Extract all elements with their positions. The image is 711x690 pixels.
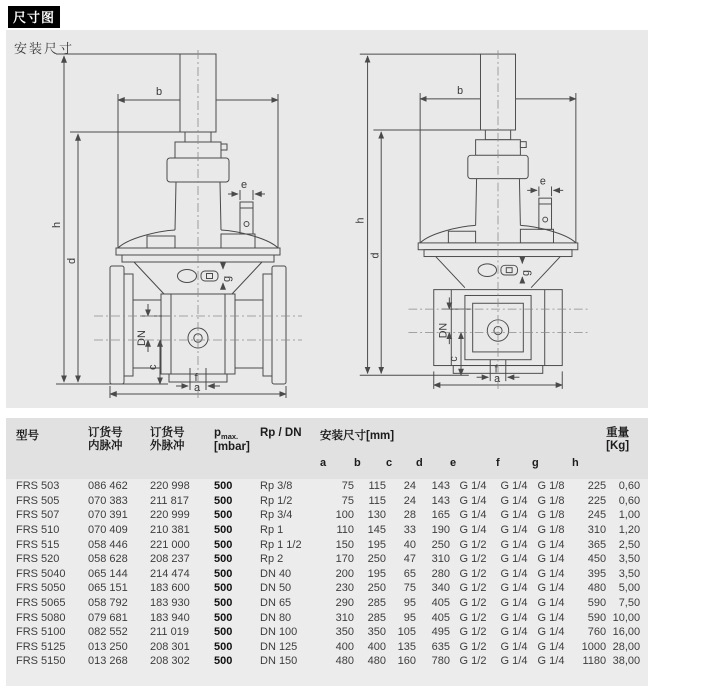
cell-weight: 10,00 xyxy=(612,611,641,624)
cell-dim-c: 33 xyxy=(403,524,416,537)
dim-label-a: a xyxy=(194,382,201,394)
dimension-drawings-panel xyxy=(6,30,648,408)
cell-dim-f: G 1/4 xyxy=(500,524,528,537)
cell-dim-b: 195 xyxy=(367,538,386,551)
cell-pmax: 500 xyxy=(214,567,233,580)
cell-rp-dn: DN 50 xyxy=(260,582,292,595)
cell-model: FRS 507 xyxy=(16,509,60,522)
cell-dim-f: G 1/4 xyxy=(500,553,528,566)
cell-order-internal: 086 462 xyxy=(88,480,128,493)
cell-order-internal: 058 628 xyxy=(88,553,128,566)
cell-dim-e: G 1/4 xyxy=(459,524,487,537)
table-row xyxy=(6,537,648,552)
cell-dim-a: 230 xyxy=(335,582,354,595)
cell-pmax: 500 xyxy=(214,494,233,507)
table-row xyxy=(6,508,648,523)
cell-dim-d: 495 xyxy=(431,626,450,639)
cell-dim-g: G 1/8 xyxy=(537,509,565,522)
cell-dim-a: 150 xyxy=(335,538,354,551)
cell-dim-f: G 1/4 xyxy=(500,567,528,580)
cell-order-external: 208 301 xyxy=(150,640,190,653)
cell-pmax: 500 xyxy=(214,524,233,537)
cell-dim-h: 225 xyxy=(587,494,607,507)
cell-model: FRS 5150 xyxy=(16,655,66,668)
dim-label-dn: DN xyxy=(136,330,148,346)
cell-weight: 1,20 xyxy=(618,524,641,537)
cell-dim-e: G 1/4 xyxy=(459,480,487,493)
table-row xyxy=(6,494,648,509)
cell-pmax: 500 xyxy=(214,655,233,668)
cell-weight: 3,50 xyxy=(618,567,641,580)
dim-label-e: e xyxy=(539,175,546,188)
cell-dim-c: 24 xyxy=(403,480,416,493)
table-row xyxy=(6,479,648,494)
cell-dim-a: 290 xyxy=(335,597,354,610)
header-external-pulse: 外脉冲 xyxy=(150,440,185,452)
dim-label-b: b xyxy=(156,86,163,98)
dim-label-a: a xyxy=(494,373,501,386)
header-dim-h: h xyxy=(570,457,606,479)
cell-weight: 1,00 xyxy=(618,509,641,522)
cell-weight: 16,00 xyxy=(612,626,641,639)
cell-dim-d: 165 xyxy=(431,509,450,522)
dim-label-g: g xyxy=(221,275,233,282)
cell-order-external: 183 940 xyxy=(150,611,190,624)
cell-dim-d: 143 xyxy=(431,480,450,493)
cell-pmax: 500 xyxy=(214,626,233,639)
cell-rp-dn: DN 65 xyxy=(260,597,292,610)
cell-rp-dn: DN 100 xyxy=(260,626,298,639)
cell-dim-f: G 1/4 xyxy=(500,480,528,493)
cell-order-external: 208 237 xyxy=(150,553,190,566)
cell-dim-d: 340 xyxy=(431,582,450,595)
cell-order-external: 208 302 xyxy=(150,655,190,668)
cell-rp-dn: DN 125 xyxy=(260,640,298,653)
cell-dim-d: 190 xyxy=(431,524,450,537)
specification-table-panel xyxy=(6,418,648,686)
cell-dim-a: 75 xyxy=(341,494,354,507)
cell-order-external: 183 600 xyxy=(150,582,190,595)
cell-pmax: 500 xyxy=(214,640,233,653)
dim-label-h: h xyxy=(354,217,367,224)
dim-label-c: c xyxy=(448,356,461,362)
flanged-valve-drawing xyxy=(48,50,348,402)
cell-dim-c: 135 xyxy=(397,640,416,653)
cell-dim-h: 590 xyxy=(587,597,607,610)
cell-dim-e: G 1/2 xyxy=(459,597,487,610)
header-order-label: 订货号 xyxy=(150,427,185,439)
cell-dim-f: G 1/4 xyxy=(500,538,528,551)
table-row xyxy=(6,610,648,625)
cell-rp-dn: Rp 1/2 xyxy=(260,494,293,507)
cell-weight: 3,50 xyxy=(618,553,641,566)
cell-dim-b: 250 xyxy=(367,582,386,595)
cell-dim-g: G 1/8 xyxy=(537,494,565,507)
cell-model: FRS 503 xyxy=(16,480,60,493)
table-row xyxy=(6,552,648,567)
table-row xyxy=(6,523,648,538)
cell-dim-a: 400 xyxy=(335,640,354,653)
cell-dim-a: 480 xyxy=(335,655,354,668)
header-order-external xyxy=(150,418,214,457)
cell-dim-e: G 1/4 xyxy=(459,509,487,522)
cell-dim-h: 1000 xyxy=(581,640,607,653)
section-title: 安装尺寸 xyxy=(14,41,75,56)
cell-model: FRS 520 xyxy=(16,553,60,566)
cell-dim-h: 590 xyxy=(587,611,607,624)
cell-dim-g: G 1/4 xyxy=(537,655,565,668)
cell-dim-h: 225 xyxy=(587,480,607,493)
header-model: 型号 xyxy=(6,418,88,457)
cell-dim-h: 1180 xyxy=(582,655,607,668)
table-row xyxy=(6,625,648,640)
cell-dim-d: 310 xyxy=(431,553,450,566)
cell-dim-b: 195 xyxy=(367,567,386,580)
cell-dim-a: 350 xyxy=(335,626,354,639)
cell-order-external: 211 817 xyxy=(150,494,189,507)
cell-dim-h: 365 xyxy=(587,538,607,551)
cell-dim-c: 95 xyxy=(403,597,416,610)
header-dim-e: e xyxy=(450,457,496,479)
header-dim-b: b xyxy=(354,457,386,479)
cell-order-internal: 070 409 xyxy=(88,524,128,537)
cell-order-internal: 070 391 xyxy=(88,509,128,522)
header-dim-c: c xyxy=(386,457,416,479)
cell-dim-c: 75 xyxy=(403,582,416,595)
cell-model: FRS 5100 xyxy=(16,626,66,639)
cell-model: FRS 510 xyxy=(16,524,60,537)
cell-dim-d: 405 xyxy=(431,611,450,624)
cell-dim-g: G 1/8 xyxy=(537,480,565,493)
cell-dim-c: 40 xyxy=(403,538,416,551)
cell-order-external: 183 930 xyxy=(150,597,190,610)
dim-label-h: h xyxy=(51,221,63,228)
cell-dim-g: G 1/4 xyxy=(537,567,565,580)
cell-dim-b: 250 xyxy=(367,553,386,566)
dim-label-dn: DN xyxy=(437,322,450,339)
cell-rp-dn: Rp 1 1/2 xyxy=(260,538,302,551)
cell-dim-a: 75 xyxy=(341,480,354,493)
header-order-internal xyxy=(88,418,150,457)
dim-label-g: g xyxy=(520,270,533,277)
cell-rp-dn: DN 80 xyxy=(260,611,292,624)
cell-dim-e: G 1/2 xyxy=(459,640,487,653)
cell-order-internal: 079 681 xyxy=(88,611,128,624)
cell-dim-h: 395 xyxy=(587,567,607,580)
header-pmax-unit: [mbar] xyxy=(214,441,250,453)
cell-dim-d: 250 xyxy=(431,538,450,551)
header-internal-pulse: 内脉冲 xyxy=(88,440,123,452)
specification-table xyxy=(6,418,648,669)
cell-model: FRS 5125 xyxy=(16,640,66,653)
cell-dim-b: 285 xyxy=(367,611,386,624)
cell-dim-f: G 1/4 xyxy=(500,626,528,639)
cell-dim-b: 480 xyxy=(367,655,386,668)
cell-rp-dn: DN 40 xyxy=(260,567,292,580)
cell-dim-d: 405 xyxy=(431,597,450,610)
cell-dim-f: G 1/4 xyxy=(500,611,528,624)
header-dim-d: d xyxy=(416,457,450,479)
dim-label-f: f xyxy=(194,372,198,384)
cell-dim-f: G 1/4 xyxy=(500,582,528,595)
cell-dim-d: 143 xyxy=(431,494,450,507)
header-dims-group: 安装尺寸[mm] xyxy=(320,418,606,457)
cell-dim-h: 310 xyxy=(587,524,607,537)
dim-label-e: e xyxy=(241,179,248,191)
cell-dim-c: 28 xyxy=(403,509,416,522)
cell-order-external: 211 019 xyxy=(150,626,189,639)
header-dim-g: g xyxy=(532,457,570,479)
dim-label-d: d xyxy=(369,252,382,259)
header-dim-a: a xyxy=(320,457,354,479)
cell-dim-e: G 1/2 xyxy=(459,553,487,566)
table-row xyxy=(6,654,648,669)
cell-dim-e: G 1/2 xyxy=(459,582,487,595)
cell-order-external: 210 381 xyxy=(150,524,190,537)
cell-pmax: 500 xyxy=(214,582,233,595)
cell-dim-g: G 1/8 xyxy=(537,524,565,537)
cell-dim-f: G 1/4 xyxy=(500,640,528,653)
cell-dim-a: 110 xyxy=(336,524,354,537)
cell-order-external: 214 474 xyxy=(150,567,190,580)
cell-weight: 2,50 xyxy=(618,538,641,551)
cell-dim-f: G 1/4 xyxy=(500,655,528,668)
cell-dim-g: G 1/4 xyxy=(537,553,565,566)
cell-pmax: 500 xyxy=(214,509,233,522)
cell-dim-c: 105 xyxy=(397,626,416,639)
cell-dim-g: G 1/4 xyxy=(537,611,565,624)
cell-rp-dn: DN 150 xyxy=(260,655,298,668)
cell-dim-e: G 1/4 xyxy=(459,494,487,507)
page-tag: 尺寸图 xyxy=(8,6,60,28)
cell-order-internal: 082 552 xyxy=(88,626,128,639)
header-order-label: 订货号 xyxy=(88,427,123,439)
cell-dim-f: G 1/4 xyxy=(500,494,528,507)
cell-dim-b: 115 xyxy=(368,494,386,507)
cell-model: FRS 5080 xyxy=(16,611,66,624)
table-row xyxy=(6,596,648,611)
cell-dim-h: 450 xyxy=(587,553,607,566)
cell-dim-h: 245 xyxy=(587,509,607,522)
cell-pmax: 500 xyxy=(214,597,233,610)
cell-pmax: 500 xyxy=(214,611,233,624)
table-row xyxy=(6,567,648,582)
cell-dim-g: G 1/4 xyxy=(537,582,565,595)
cell-dim-g: G 1/4 xyxy=(537,626,565,639)
cell-order-internal: 013 268 xyxy=(88,655,128,668)
dim-label-f: f xyxy=(494,363,498,376)
cell-dim-g: G 1/4 xyxy=(537,597,565,610)
cell-dim-g: G 1/4 xyxy=(537,640,565,653)
cell-weight: 7,50 xyxy=(618,597,641,610)
cell-model: FRS 5050 xyxy=(16,582,66,595)
cell-pmax: 500 xyxy=(214,480,233,493)
cell-dim-b: 350 xyxy=(367,626,386,639)
cell-order-external: 220 998 xyxy=(150,480,190,493)
cell-model: FRS 5040 xyxy=(16,567,66,580)
cell-order-internal: 065 151 xyxy=(88,582,128,595)
cell-order-external: 220 999 xyxy=(150,509,190,522)
cell-dim-d: 635 xyxy=(431,640,450,653)
cell-order-internal: 058 792 xyxy=(88,597,128,610)
cell-dim-d: 280 xyxy=(431,567,450,580)
header-dim-f: f xyxy=(496,457,532,479)
cell-weight: 0,60 xyxy=(618,494,641,507)
dim-label-d: d xyxy=(66,257,78,264)
dim-label-c: c xyxy=(147,364,159,370)
cell-dim-b: 145 xyxy=(367,524,386,537)
cell-order-internal: 070 383 xyxy=(88,494,128,507)
cell-rp-dn: Rp 1 xyxy=(260,524,284,537)
cell-dim-c: 47 xyxy=(403,553,416,566)
cell-model: FRS 515 xyxy=(16,538,60,551)
cell-weight: 5,00 xyxy=(618,582,641,595)
cell-dim-f: G 1/4 xyxy=(500,509,528,522)
cell-dim-c: 160 xyxy=(397,655,416,668)
cell-dim-e: G 1/2 xyxy=(459,538,487,551)
table-row xyxy=(6,581,648,596)
cell-dim-c: 65 xyxy=(403,567,416,580)
cell-rp-dn: Rp 3/8 xyxy=(260,480,293,493)
cell-dim-a: 170 xyxy=(335,553,354,566)
cell-dim-a: 310 xyxy=(335,611,354,624)
cell-dim-f: G 1/4 xyxy=(500,597,528,610)
cell-dim-b: 115 xyxy=(368,480,386,493)
table-row xyxy=(6,640,648,655)
cell-dim-e: G 1/2 xyxy=(459,626,487,639)
cell-dim-a: 200 xyxy=(335,567,354,580)
cell-model: FRS 505 xyxy=(16,494,60,507)
cell-order-external: 221 000 xyxy=(150,538,190,551)
cell-dim-c: 24 xyxy=(403,494,416,507)
header-rp-dn: Rp / DN xyxy=(260,418,320,457)
cell-order-internal: 013 250 xyxy=(88,640,128,653)
cell-dim-c: 95 xyxy=(403,611,416,624)
cell-dim-h: 480 xyxy=(587,582,607,595)
cell-weight: 28,00 xyxy=(612,640,641,653)
cell-weight: 0,60 xyxy=(618,480,641,493)
cell-rp-dn: Rp 2 xyxy=(260,553,284,566)
cell-dim-e: G 1/2 xyxy=(459,567,487,580)
cell-dim-b: 285 xyxy=(367,597,386,610)
dim-label-b: b xyxy=(457,84,464,97)
cell-order-internal: 058 446 xyxy=(88,538,128,551)
threaded-valve-drawing xyxy=(352,50,644,393)
cell-dim-b: 400 xyxy=(367,640,386,653)
cell-dim-b: 130 xyxy=(367,509,386,522)
cell-dim-e: G 1/2 xyxy=(459,611,487,624)
cell-dim-d: 780 xyxy=(431,655,450,668)
cell-dim-a: 100 xyxy=(335,509,354,522)
header-weight: 重量 [Kg] xyxy=(606,418,648,457)
cell-dim-g: G 1/4 xyxy=(537,538,565,551)
cell-model: FRS 5065 xyxy=(16,597,66,610)
cell-rp-dn: Rp 3/4 xyxy=(260,509,293,522)
cell-dim-h: 760 xyxy=(587,626,607,639)
cell-pmax: 500 xyxy=(214,538,233,551)
header-pmax: $p_{max.}$ [mbar] xyxy=(214,418,260,457)
cell-order-internal: 065 144 xyxy=(88,567,128,580)
cell-pmax: 500 xyxy=(214,553,233,566)
cell-dim-e: G 1/2 xyxy=(459,655,487,668)
cell-weight: 38,00 xyxy=(612,655,641,668)
